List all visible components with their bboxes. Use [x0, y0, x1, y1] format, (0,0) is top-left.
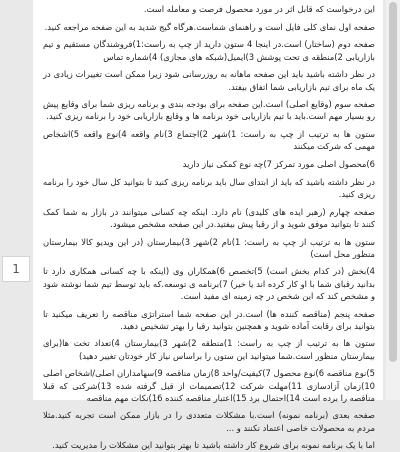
- paragraph: صفحه سوم (وقایع اصلی) است.این صفحه برای بودجه بندی و برنامه ریزی شما برای وقایع پیش رو بسیار مهم است.باید با تیم بازاریابی خود برنامه ها و وقایع بازاریابی خود را برنامه ریزی کنید.: [43, 99, 375, 122]
- paragraph: 6)محصول اصلی مورد تمرکز 7)چه نوع کمکی نیاز دارید: [182, 159, 375, 170]
- paragraph: ستون ها به ترتیب از چپ به راست: 1)شهر 2)اجتماع 3)نام واقعه 4)نوع واقعه 5)اشخاص مهمی که شرکت میکنند: [43, 129, 375, 152]
- paragraph: صفحه پنجم (مناقصه کننده ها) است.در این صفحه شما استراتژی مناقصه را تعریف میکنید تا بتوانید برای رقابت آماده شوید و همچنین بتوانید رقبا را بهتر تشخیص دهید.: [43, 308, 375, 331]
- paragraph: ستون ها به ترتیب از چپ به راست: 1)نام 2)شهر 3)بیمارستان (در این ویدیو کالا بیمارستان منظور محل است): [43, 236, 376, 259]
- paragraph: صفحه بعدی (برنامه نمونه) است.با مشکلات متعددی را در بازار ممکن است تجربه کنید.مثلا مردم به محصولات خاصی اعتماد نکنند و ...: [43, 410, 375, 433]
- paragraph: 4)بخش (در کدام بخش است) 5)تخصص 6)همکاران وی (اینکه با چه کسانی همکاری دارد تا بدانید رقبای شما با او کار کرده اند یا خیر) 7)برنامه ی توسعه.که باید توسط تیم شما نوشته شود و مشخص کند که این شخص در چه زمینه ای مفید است.: [43, 266, 375, 301]
- document-page: [33, 0, 383, 451]
- paragraph: این درخواست که قابل اثر در مورد محصول فرصت و معامله است.: [143, 4, 375, 14]
- paragraph: ستون ها به ترتیب از چپ به راست: 1)منطقه 2)شهر 3)بیمارستان 4)تعداد تخت ها(برای بیمارستان منظور است.شما میتوانید این ستون را براساس نیاز کار خودتان تغییر دهید): [43, 338, 375, 361]
- paragraph: صفحه چهارم (رهبر ایده های کلیدی) نام دارد. اینکه چه کسانی میتوانند در بازار به شما کمک کنند تا بتوانید موفق شوید و از رقبا پیش بیفتید.در این صفحه مشخص میشود.: [43, 206, 375, 229]
- scrollbar-thumb[interactable]: [389, 2, 397, 362]
- page-number-tab[interactable]: [2, 256, 30, 282]
- paragraph: صفحه دوم (ساختار) است.در اینجا 4 ستون دارید از چپ به راست:1)فروشندگان مستقیم و تیم بازاریابی 2)منطقه ی تحت پوشش 3)ایمیل(شبکه های مجازی) 4)شماره تماس: [43, 39, 375, 62]
- paragraph: 5)نوع مناقصه 6)نوع محصول 7)کیفیت/واحد 8)زمان مناقصه 9)سهامداران اصلی/اشخاص اصلی 10)زمان آزادسازی 11)مهلت شرکت 12)تصمیمات از قبل گرفته شده 13)شرکتی که قبلا مناقصه را برده است 14)احتمال برد 15)اعتبار مناقصه کننده 16)نکات مهم مناقصه: [43, 368, 376, 403]
- paragraph: در نظر داشته باشید باید این صفحه ماهانه به روزرسانی شود زیرا ممکن است تغییرات زیادی در یک ماه برای تیم بازاریابی شما اتفاق بیفتد.: [43, 69, 375, 92]
- paragraph: صفحه اول نمای کلی فایل است و راهنمای شماست.هرگاه گیج شدید به این صفحه مراجعه کنید.: [44, 21, 375, 32]
- page-number: 1: [12, 262, 20, 276]
- paragraph: در نظر داشته باشید که باید از ابتدای سال باید برنامه ریزی کنید تا بتوانید کل سال خود را برنامه ریزی کنید.: [43, 176, 375, 199]
- vertical-scrollbar[interactable]: [386, 0, 400, 400]
- paragraph: اما با یک برنامه نمونه برای شروع کار داشته باشید تا بهتر بتوانید این مشکلات را مدیریت کنید.: [52, 440, 375, 451]
